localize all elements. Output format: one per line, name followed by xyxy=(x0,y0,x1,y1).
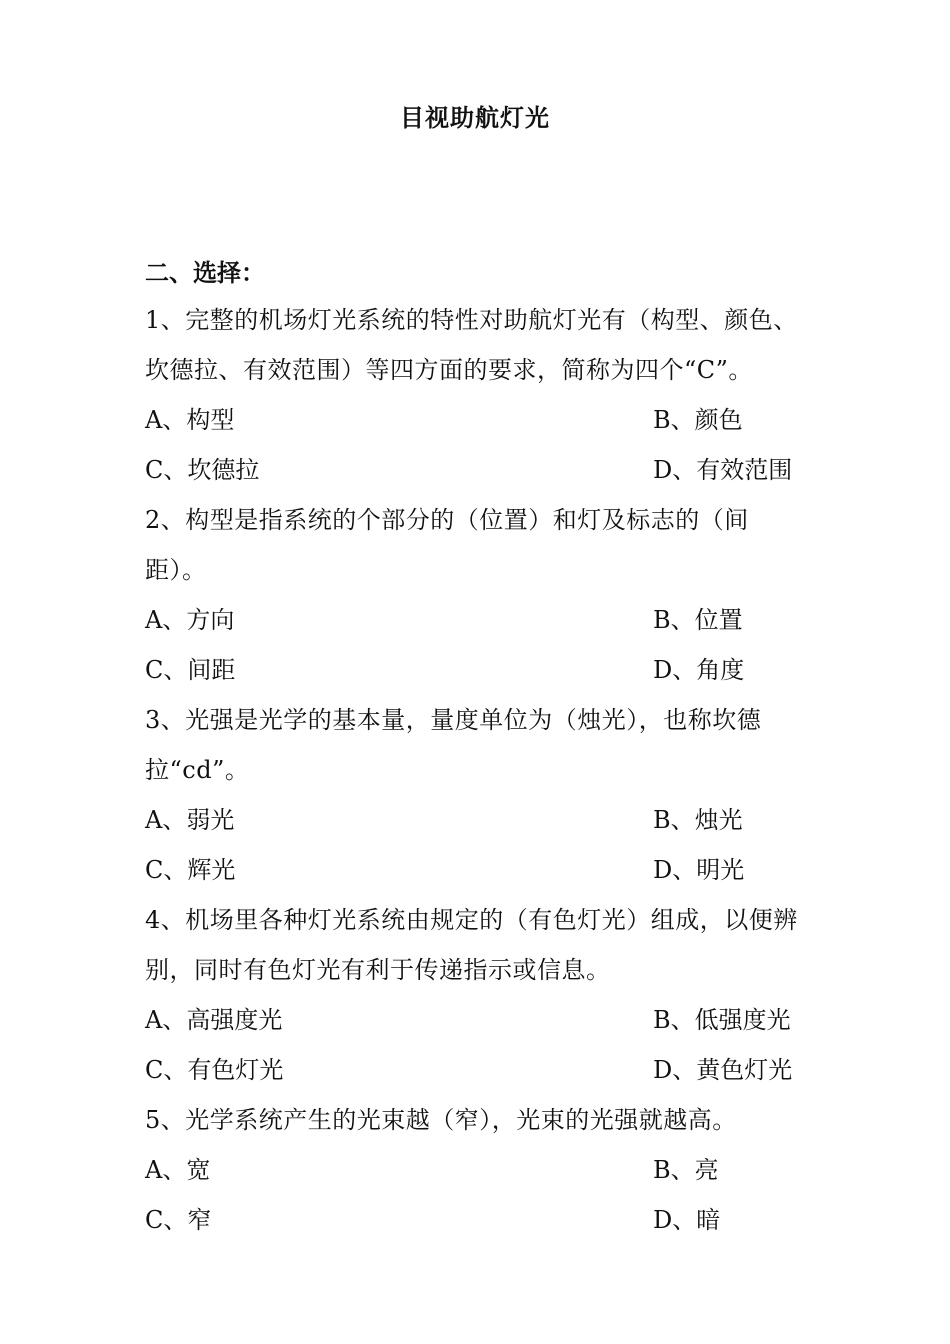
option-d: D、明光 xyxy=(653,856,745,884)
option-b: B、位置 xyxy=(653,606,743,634)
question-2 xyxy=(145,495,810,695)
option-row xyxy=(145,1145,810,1195)
option-row xyxy=(145,845,810,895)
option-row xyxy=(145,1045,810,1095)
option-row xyxy=(145,395,810,445)
option-b: B、亮 xyxy=(653,1156,719,1184)
question-5 xyxy=(145,1095,810,1245)
question-3 xyxy=(145,695,810,895)
option-a: A、宽 xyxy=(145,1156,211,1184)
option-d: D、有效范围 xyxy=(653,456,793,484)
option-row xyxy=(145,645,810,695)
option-b: B、颜色 xyxy=(653,406,743,434)
option-row xyxy=(145,445,810,495)
option-c: C、间距 xyxy=(145,656,236,684)
option-b: B、烛光 xyxy=(653,806,743,834)
question-1 xyxy=(145,295,810,495)
option-a: A、高强度光 xyxy=(145,1006,283,1034)
section-heading: 二、选择： xyxy=(145,259,265,287)
option-a: A、构型 xyxy=(145,406,235,434)
option-c: C、有色灯光 xyxy=(145,1056,284,1084)
option-c: C、窄 xyxy=(145,1206,212,1234)
question-text: 1、完整的机场灯光系统的特性对助航灯光有（构型、颜色、坎德拉、有效范围）等四方面的要求，简称为四个“C”。 xyxy=(145,306,798,384)
option-c: C、坎德拉 xyxy=(145,456,260,484)
option-c: C、辉光 xyxy=(145,856,236,884)
option-a: A、方向 xyxy=(145,606,235,634)
option-d: D、暗 xyxy=(653,1206,721,1234)
question-text: 3、光强是光学的基本量，量度单位为（烛光），也称坎德拉“cd”。 xyxy=(145,706,762,784)
option-row xyxy=(145,995,810,1045)
option-d: D、角度 xyxy=(653,656,745,684)
question-text: 4、机场里各种灯光系统由规定的（有色灯光）组成，以便辨别，同时有色灯光有利于传递指示或信息。 xyxy=(145,906,798,984)
option-row xyxy=(145,595,810,645)
question-text: 2、构型是指系统的个部分的（位置）和灯及标志的（间距）。 xyxy=(145,506,749,584)
document-title: 目视助航灯光 xyxy=(400,104,550,132)
question-text: 5、光学系统产生的光束越（窄），光束的光强就越高。 xyxy=(145,1106,737,1134)
option-a: A、弱光 xyxy=(145,806,235,834)
question-4 xyxy=(145,895,810,1095)
option-row xyxy=(145,1195,810,1245)
option-d: D、黄色灯光 xyxy=(653,1056,793,1084)
question-list xyxy=(145,295,810,1245)
option-row xyxy=(145,795,810,845)
option-b: B、低强度光 xyxy=(653,1006,791,1034)
